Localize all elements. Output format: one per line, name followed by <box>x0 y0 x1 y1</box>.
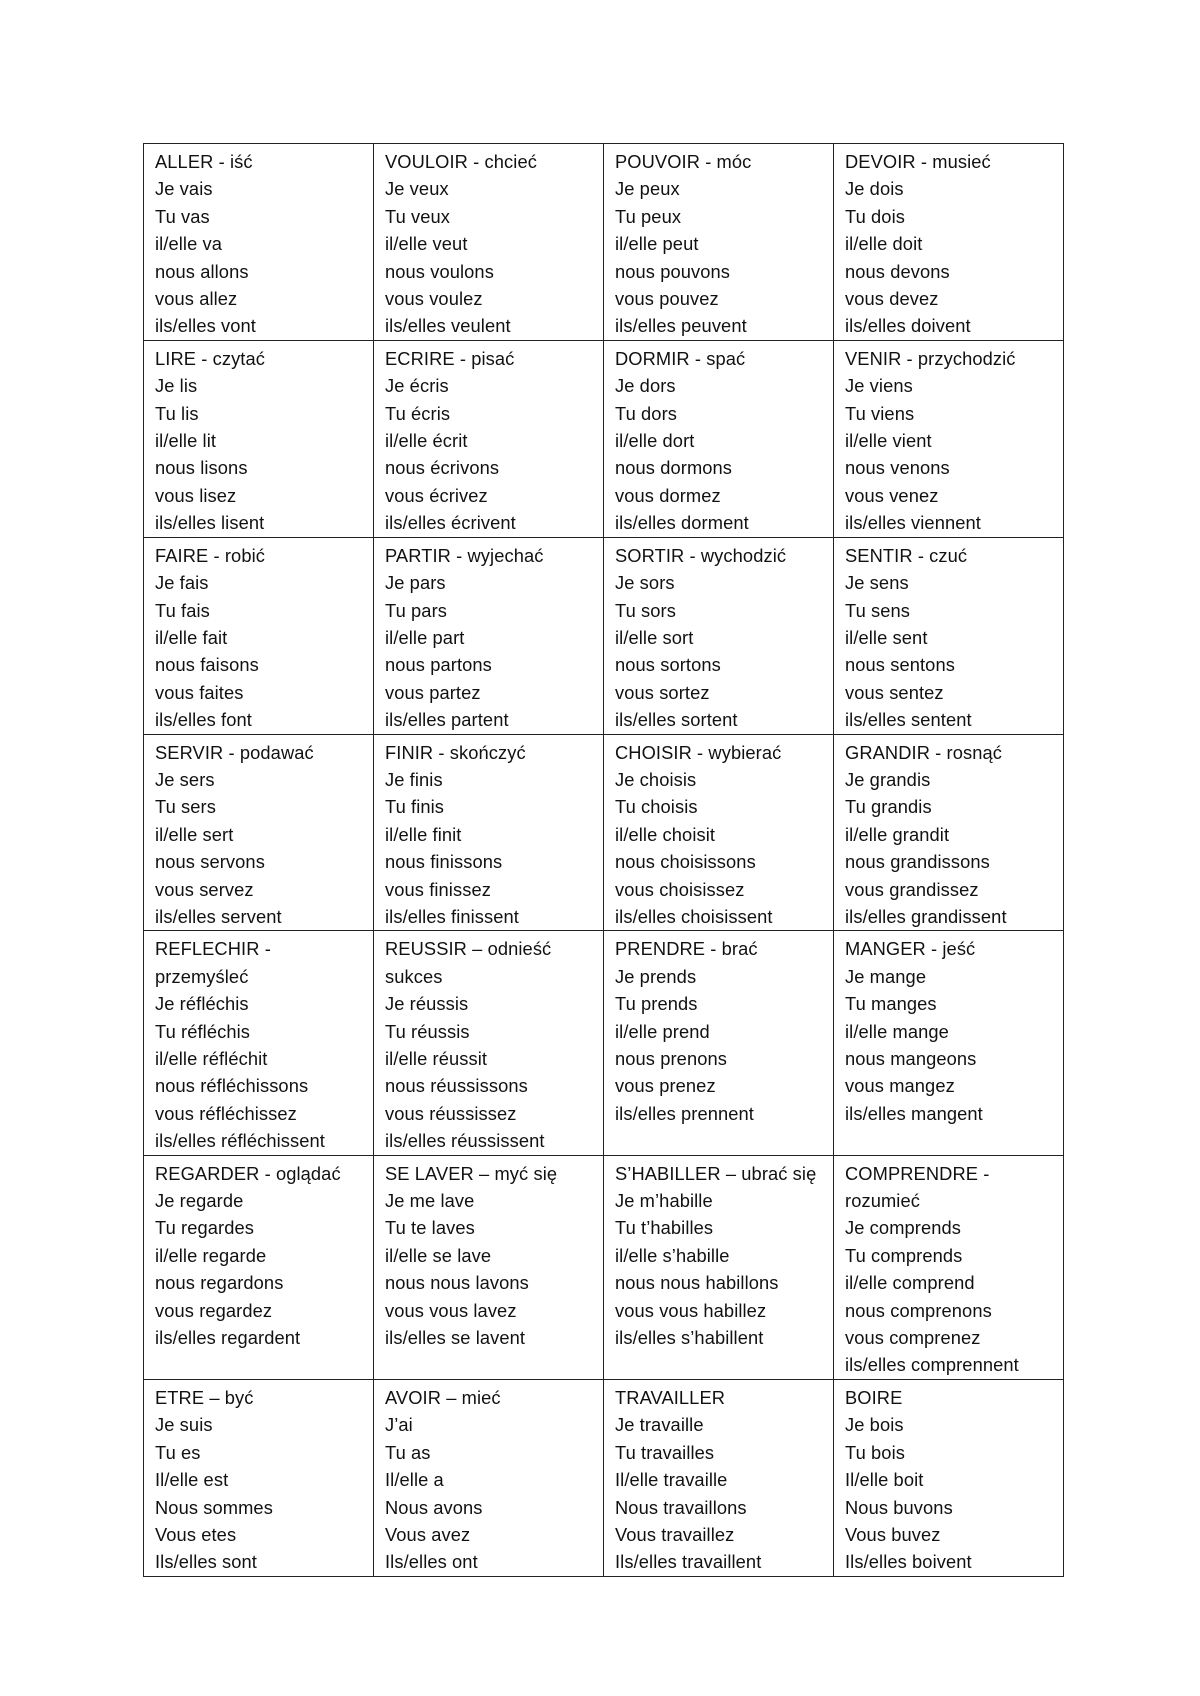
conjugation-line: vous vous habillez <box>615 1299 767 1321</box>
conjugation-line: nous sentons <box>845 654 955 676</box>
conjugation-line: Tu travailles <box>615 1441 715 1463</box>
verb-cell <box>144 144 374 341</box>
conjugation-line: Tu grandis <box>845 796 932 818</box>
conjugation-line: vous comprenez <box>845 1327 981 1349</box>
verb-heading: SERVIR - podawać <box>155 741 314 763</box>
conjugation-line: Vous travaillez <box>615 1523 735 1545</box>
conjugation-line: Je finis <box>385 768 443 790</box>
conjugation-line: vous partez <box>385 681 481 703</box>
conjugation-line: Je réussis <box>385 993 469 1015</box>
conjugation-line: il/elle s’habille <box>615 1244 730 1266</box>
verb-cell <box>604 1155 834 1379</box>
conjugation-line: nous prenons <box>615 1048 727 1069</box>
verb-heading: CHOISIR - wybierać <box>615 741 782 763</box>
conjugation-line: ils/elles regardent <box>155 1327 301 1349</box>
conjugation-line: Je dois <box>845 178 904 200</box>
verb-cell <box>144 1379 374 1576</box>
verb-heading: SENTIR - czuć <box>845 544 968 566</box>
verb-heading: S’HABILLER – ubrać się <box>615 1162 817 1184</box>
conjugation-line: Je suis <box>155 1414 213 1436</box>
conjugation-line: Je me lave <box>385 1190 475 1212</box>
conjugation-line: Tu prends <box>615 993 698 1015</box>
verb-cell <box>144 734 374 931</box>
conjugation-line: Nous buvons <box>845 1496 953 1518</box>
conjugation-line: il/elle va <box>155 233 223 255</box>
conjugation-line: ils/elles dorment <box>615 512 749 534</box>
conjugation-line: Je prends <box>615 965 697 987</box>
conjugation-line: ils/elles servent <box>155 905 282 927</box>
conjugation-line: vous sentez <box>845 681 944 703</box>
verb-heading: DEVOIR - musieć <box>845 151 991 172</box>
conjugation-line: przemyśleć <box>155 965 249 987</box>
conjugation-line: il/elle sert <box>155 823 234 845</box>
conjugation-line: Tu sors <box>615 599 676 621</box>
conjugation-line: il/elle vient <box>845 430 932 452</box>
conjugation-line: Il/elle a <box>385 1469 444 1491</box>
conjugation-line: Je veux <box>385 178 449 200</box>
verb-cell <box>144 537 374 734</box>
conjugation-line: Tu réfléchis <box>155 1020 251 1042</box>
conjugation-line: nous grandissons <box>845 851 990 873</box>
conjugation-line: vous regardez <box>155 1299 273 1321</box>
verb-cell <box>834 537 1064 734</box>
table-row <box>144 144 1064 341</box>
verb-cell <box>834 931 1064 1155</box>
conjugation-line: Vous buvez <box>845 1523 941 1545</box>
conjugation-line: vous dormez <box>615 484 721 506</box>
conjugation-line: ils/elles partent <box>385 709 509 731</box>
conjugation-line: Je choisis <box>615 768 697 790</box>
conjugation-line: vous venez <box>845 484 939 506</box>
verb-cell <box>604 144 834 341</box>
conjugation-line: rozumieć <box>845 1190 920 1212</box>
conjugation-line: il/elle fait <box>155 626 228 648</box>
conjugation-line: Tu réussis <box>385 1020 470 1042</box>
conjugation-line: il/elle prend <box>615 1020 710 1042</box>
conjugation-line: il/elle comprend <box>845 1272 975 1294</box>
verb-heading: VENIR - przychodzić <box>845 347 1016 369</box>
verb-heading: REUSSIR – odnieść <box>385 938 552 960</box>
conjugation-line: nous nous habillons <box>615 1272 779 1294</box>
conjugation-line: nous faisons <box>155 654 259 676</box>
verb-cell <box>834 734 1064 931</box>
conjugation-line: vous finissez <box>385 878 491 900</box>
conjugation-line: Ils/elles boivent <box>845 1551 972 1573</box>
conjugation-line: ils/elles grandissent <box>845 905 1007 927</box>
conjugation-line: vous sortez <box>615 681 710 703</box>
conjugation-line: Je mange <box>845 965 927 987</box>
verb-heading: LIRE - czytać <box>155 347 265 369</box>
conjugation-line: Je grandis <box>845 768 931 790</box>
verb-heading: PRENDRE - brać <box>615 938 758 960</box>
conjugation-line: Je viens <box>845 375 913 397</box>
conjugation-line: vous grandissez <box>845 878 979 900</box>
verb-cell <box>604 1379 834 1576</box>
conjugation-line: Je sors <box>615 572 675 594</box>
verb-cell <box>834 340 1064 537</box>
conjugation-line: il/elle sort <box>615 626 694 648</box>
conjugation-line: nous venons <box>845 457 950 479</box>
verb-heading: FAIRE - robić <box>155 544 265 566</box>
conjugation-line: nous regardons <box>155 1272 284 1294</box>
conjugation-line: il/elle dort <box>615 430 695 452</box>
verb-heading: BOIRE <box>845 1386 903 1408</box>
conjugation-line: vous vous lavez <box>385 1299 517 1321</box>
verb-cell <box>604 340 834 537</box>
conjugation-line: ils/elles choisissent <box>615 905 773 927</box>
verb-cell <box>374 144 604 341</box>
conjugation-line: Tu écris <box>385 402 451 424</box>
table-row <box>144 734 1064 931</box>
conjugation-line: Je réfléchis <box>155 993 249 1015</box>
verb-heading: REGARDER - oglądać <box>155 1162 341 1184</box>
conjugation-line: nous choisissons <box>615 851 756 873</box>
conjugation-line: Tu regardes <box>155 1217 254 1239</box>
conjugation-line: Je vais <box>155 178 213 200</box>
conjugation-line: vous réussissez <box>385 1102 517 1124</box>
verb-cell <box>374 537 604 734</box>
verb-cell <box>374 734 604 931</box>
conjugation-line: ils/elles réussissent <box>385 1130 545 1152</box>
conjugation-line: il/elle lit <box>155 430 217 452</box>
conjugation-line: Tu bois <box>845 1441 905 1463</box>
verb-cell <box>604 931 834 1155</box>
conjugation-line: nous allons <box>155 260 249 282</box>
conjugation-line: il/elle choisit <box>615 823 716 845</box>
conjugation-line: Nous travaillons <box>615 1496 747 1518</box>
conjugation-line: il/elle grandit <box>845 823 950 845</box>
verb-conjugation-table <box>143 143 1064 1577</box>
conjugation-line: Ils/elles travaillent <box>615 1551 762 1573</box>
verb-heading: VOULOIR - chcieć <box>385 151 537 172</box>
conjugation-line: Tu as <box>385 1441 431 1463</box>
conjugation-line: Tu dois <box>845 205 905 227</box>
conjugation-line: nous comprenons <box>845 1299 992 1321</box>
conjugation-line: il/elle réfléchit <box>155 1048 268 1069</box>
verb-heading: ETRE – być <box>155 1386 254 1408</box>
conjugation-line: ils/elles viennent <box>845 512 981 534</box>
conjugation-line: Je fais <box>155 572 209 594</box>
conjugation-line: vous allez <box>155 288 238 310</box>
conjugation-line: nous devons <box>845 260 950 282</box>
conjugation-line: Nous sommes <box>155 1496 273 1518</box>
verb-heading: ALLER - iść <box>155 151 253 172</box>
verb-heading: SE LAVER – myć się <box>385 1162 558 1184</box>
conjugation-line: Je regarde <box>155 1190 244 1212</box>
conjugation-line: Tu lis <box>155 402 199 424</box>
conjugation-line: ils/elles sortent <box>615 709 738 731</box>
verb-heading: PARTIR - wyjechać <box>385 544 544 566</box>
conjugation-line: vous choisissez <box>615 878 745 900</box>
conjugation-line: il/elle doit <box>845 233 923 255</box>
conjugation-line: Tu vas <box>155 205 210 227</box>
verb-cell <box>374 1155 604 1379</box>
conjugation-line: Tu peux <box>615 205 682 227</box>
table-row <box>144 931 1064 1155</box>
conjugation-line: ils/elles doivent <box>845 315 971 337</box>
conjugation-line: nous partons <box>385 654 492 676</box>
conjugation-line: Tu manges <box>845 993 937 1015</box>
conjugation-line: Nous avons <box>385 1496 483 1518</box>
conjugation-line: Je sens <box>845 572 909 594</box>
conjugation-line: il/elle finit <box>385 823 462 845</box>
conjugation-line: il/elle sent <box>845 626 928 648</box>
conjugation-line: Tu sens <box>845 599 911 621</box>
conjugation-line: Je m’habille <box>615 1190 713 1212</box>
conjugation-line: vous mangez <box>845 1075 955 1097</box>
conjugation-line: Il/elle travaille <box>615 1469 728 1491</box>
conjugation-line: nous voulons <box>385 260 494 282</box>
conjugation-line: Tu finis <box>385 796 445 818</box>
conjugation-line: ils/elles finissent <box>385 905 519 927</box>
table-row <box>144 1155 1064 1379</box>
verb-cell <box>144 931 374 1155</box>
conjugation-line: ils/elles prennent <box>615 1102 754 1124</box>
verb-cell <box>834 1379 1064 1576</box>
conjugation-line: il/elle veut <box>385 233 468 255</box>
conjugation-line: vous voulez <box>385 288 483 310</box>
verb-heading: REFLECHIR - <box>155 938 271 960</box>
conjugation-line: nous écrivons <box>385 457 500 479</box>
conjugation-line: Tu veux <box>385 205 451 227</box>
verb-heading: TRAVAILLER <box>615 1386 726 1408</box>
verb-heading: ECRIRE - pisać <box>385 347 515 369</box>
conjugation-line: nous réussissons <box>385 1075 528 1097</box>
verb-cell <box>144 340 374 537</box>
conjugation-line: vous pouvez <box>615 288 719 310</box>
conjugation-line: nous finissons <box>385 851 503 873</box>
conjugation-line: nous lisons <box>155 457 248 479</box>
conjugation-line: Tu dors <box>615 402 677 424</box>
conjugation-line: Ils/elles sont <box>155 1551 257 1573</box>
conjugation-line: il/elle part <box>385 626 465 648</box>
verb-cell <box>834 1155 1064 1379</box>
conjugation-line: il/elle mange <box>845 1020 949 1042</box>
conjugation-line: vous devez <box>845 288 939 310</box>
conjugation-line: ils/elles vont <box>155 315 256 337</box>
table-row <box>144 340 1064 537</box>
conjugation-line: Vous etes <box>155 1523 237 1545</box>
conjugation-line: ils/elles réfléchissent <box>155 1130 325 1152</box>
verb-heading: FINIR - skończyć <box>385 741 526 763</box>
verb-heading: COMPRENDRE - <box>845 1162 990 1184</box>
conjugation-line: il/elle peut <box>615 233 699 255</box>
table-row <box>144 537 1064 734</box>
conjugation-line: Tu t’habilles <box>615 1217 714 1239</box>
conjugation-line: ils/elles se lavent <box>385 1327 526 1349</box>
conjugation-line: nous pouvons <box>615 260 731 282</box>
verb-heading: MANGER - jeść <box>845 938 976 960</box>
conjugation-line: ils/elles s’habillent <box>615 1327 764 1349</box>
conjugation-line: Je dors <box>615 375 676 397</box>
conjugation-line: nous dormons <box>615 457 733 479</box>
conjugation-line: Je écris <box>385 375 449 397</box>
verb-heading: SORTIR - wychodzić <box>615 544 787 566</box>
conjugation-line: ils/elles écrivent <box>385 512 516 534</box>
conjugation-line: il/elle réussit <box>385 1048 488 1069</box>
conjugation-line: vous faites <box>155 681 244 703</box>
verb-heading: AVOIR – mieć <box>385 1386 501 1408</box>
conjugation-line: Tu choisis <box>615 796 698 818</box>
conjugation-line: Tu fais <box>155 599 210 621</box>
conjugation-line: Tu sers <box>155 796 216 818</box>
conjugation-line: Je pars <box>385 572 446 594</box>
verb-cell <box>604 734 834 931</box>
conjugation-line: ils/elles font <box>155 709 252 731</box>
conjugation-line: ils/elles sentent <box>845 709 972 731</box>
conjugation-line: J’ai <box>385 1414 413 1436</box>
conjugation-line: il/elle regarde <box>155 1244 267 1266</box>
verb-cell <box>604 537 834 734</box>
conjugation-line: Tu comprends <box>845 1244 963 1266</box>
conjugation-line: vous lisez <box>155 484 237 506</box>
conjugation-line: Je travaille <box>615 1414 704 1436</box>
conjugation-line: Je sers <box>155 768 215 790</box>
conjugation-line: Je bois <box>845 1414 904 1436</box>
verb-heading: GRANDIR - rosnąć <box>845 741 1003 763</box>
verb-cell <box>144 1155 374 1379</box>
conjugation-line: Il/elle est <box>155 1469 229 1491</box>
conjugation-line: vous prenez <box>615 1075 716 1097</box>
conjugation-line: nous servons <box>155 851 265 873</box>
conjugation-line: vous servez <box>155 878 254 900</box>
conjugation-line: Ils/elles ont <box>385 1551 478 1573</box>
conjugation-line: Tu es <box>155 1441 201 1463</box>
verb-heading: DORMIR - spać <box>615 347 746 369</box>
conjugation-line: nous mangeons <box>845 1048 977 1069</box>
conjugation-line: Je peux <box>615 178 680 200</box>
conjugation-line: sukces <box>385 965 443 987</box>
conjugation-line: Je lis <box>155 375 198 397</box>
conjugation-line: Je comprends <box>845 1217 962 1239</box>
conjugation-line: ils/elles veulent <box>385 315 511 337</box>
conjugation-line: Tu viens <box>845 402 915 424</box>
conjugation-line: Vous avez <box>385 1523 471 1545</box>
conjugation-line: ils/elles peuvent <box>615 315 747 337</box>
conjugation-line: ils/elles lisent <box>155 512 265 534</box>
conjugation-line: il/elle écrit <box>385 430 468 452</box>
conjugation-line: nous sortons <box>615 654 721 676</box>
conjugation-line: Il/elle boit <box>845 1469 924 1491</box>
conjugation-line: nous nous lavons <box>385 1272 529 1294</box>
conjugation-line: vous écrivez <box>385 484 488 506</box>
conjugation-line: Tu te laves <box>385 1217 475 1239</box>
verb-cell <box>374 340 604 537</box>
verb-cell <box>834 144 1064 341</box>
verb-cell <box>374 1379 604 1576</box>
conjugation-line: Tu pars <box>385 599 447 621</box>
verb-cell <box>374 931 604 1155</box>
table-row <box>144 1379 1064 1576</box>
conjugation-line: il/elle se lave <box>385 1244 492 1266</box>
conjugation-line: ils/elles comprennent <box>845 1354 1019 1376</box>
conjugation-line: vous réfléchissez <box>155 1102 297 1124</box>
conjugation-line: nous réfléchissons <box>155 1075 309 1097</box>
conjugation-line: ils/elles mangent <box>845 1102 983 1124</box>
verb-heading: POUVOIR - móc <box>615 151 752 172</box>
